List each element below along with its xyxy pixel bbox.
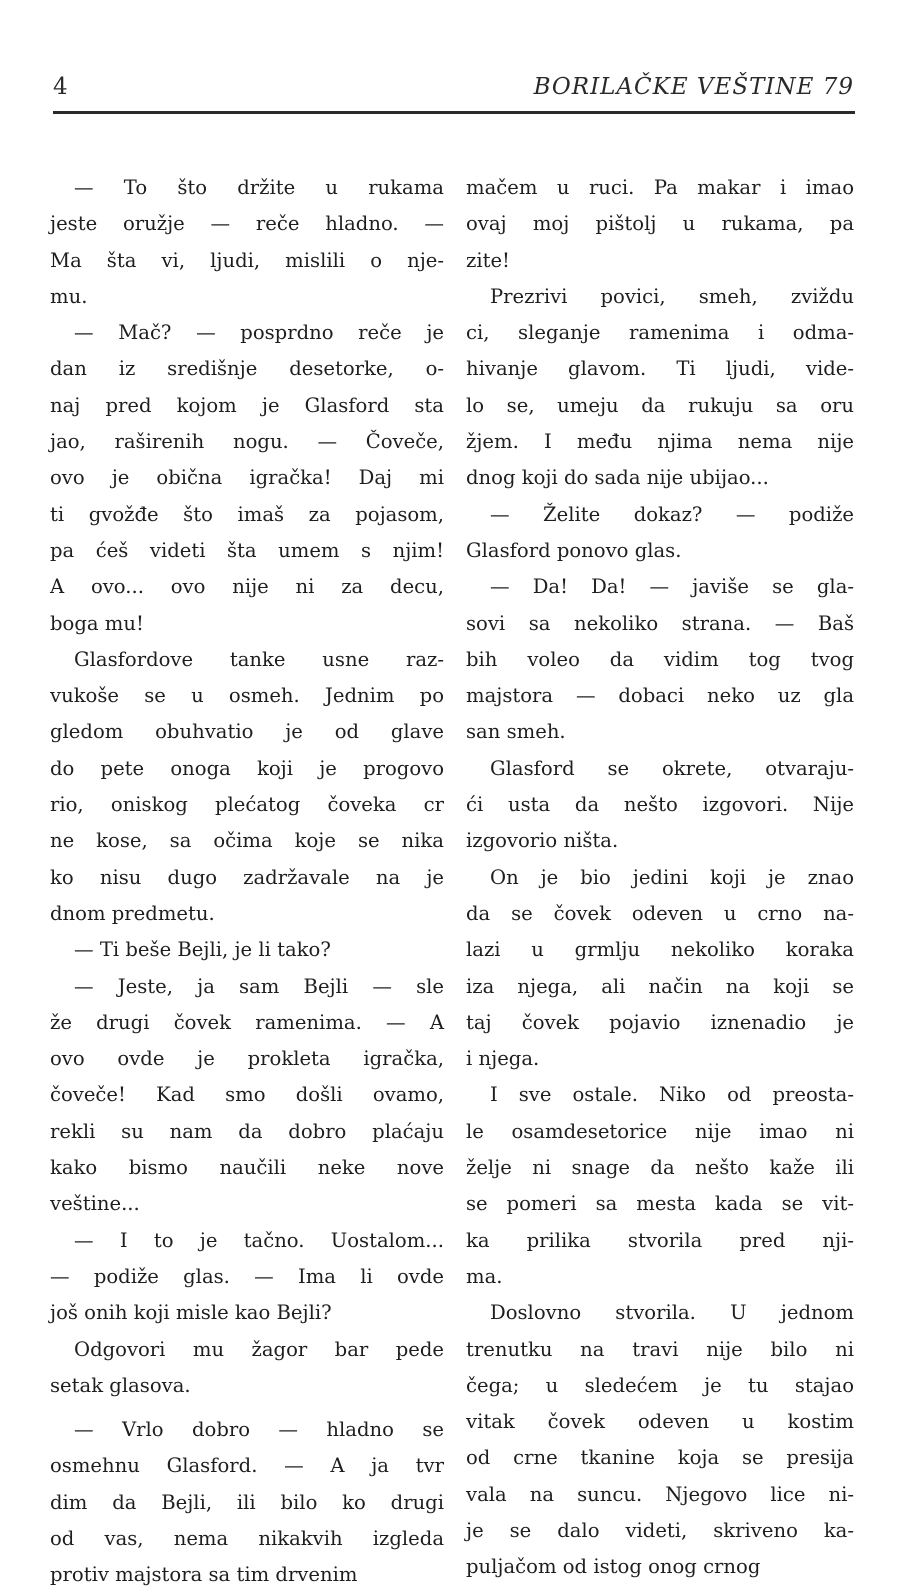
text-line: od vas, nema nikakvih izgleda (50, 1526, 444, 1550)
text-line: dnom predmetu. (50, 901, 215, 925)
text-line: protiv majstora sa tim drvenim (50, 1563, 358, 1587)
text-line: sovi sa nekoliko strana. — Baš (466, 611, 854, 635)
text-line: — podiže glas. — Ima li ovde (50, 1264, 444, 1288)
text-line: je se dalo videti, skriveno ka- (466, 1518, 854, 1542)
text-line: Glasfordove tanke usne raz- (74, 647, 444, 671)
text-line: — Vrlo dobro — hladno se (74, 1418, 444, 1442)
text-line: i njega. (466, 1047, 540, 1071)
text-line: — I to je tačno. Uostalom... (74, 1228, 444, 1252)
text-line: rekli su nam da dobro plaćaju (50, 1119, 444, 1143)
text-line: že drugi čovek ramenima. — A (50, 1010, 444, 1034)
text-line: ovo je obična igračka! Daj mi (50, 466, 444, 490)
text-line: dim da Bejli, ili bilo ko drugi (50, 1490, 444, 1514)
text-line: ko nisu dugo zadržavale na je (50, 865, 444, 889)
text-line: trenutku na travi nije bilo ni (466, 1337, 854, 1361)
text-line: izgovorio ništa. (466, 829, 619, 853)
text-line: hivanje glavom. Ti ljudi, vide- (466, 357, 854, 381)
text-line: još onih koji misle kao Bejli? (50, 1301, 332, 1325)
text-line: ka prilika stvorila pred nji- (466, 1228, 854, 1252)
text-line: pa ćeš videti šta umem s njim! (50, 538, 444, 562)
text-line: — Želite dokaz? — podiže (490, 502, 854, 526)
text-line: iza njega, ali način na koji se (466, 974, 854, 998)
text-line: gledom obuhvatio je od glave (50, 720, 444, 744)
text-line: lo se, umeju da rukuju sa oru (466, 393, 854, 417)
text-line: majstora — dobaci neko uz gla (466, 684, 854, 708)
text-line: — Jeste, ja sam Bejli — sle (74, 974, 444, 998)
text-line: Doslovno stvorila. U jednom (490, 1301, 854, 1325)
text-line: ći usta da nešto izgovori. Nije (466, 793, 854, 817)
page-number: 4 (53, 74, 68, 100)
running-title: BORILAČKE VEŠTINE 79 (533, 74, 854, 100)
text-line: san smeh. (466, 720, 566, 744)
text-line: Odgovori mu žagor bar pede (74, 1337, 444, 1361)
text-line: dan iz središnje desetorke, o- (50, 357, 444, 381)
text-line: od crne tkanine koja se presija (466, 1446, 854, 1470)
text-line: puljačom od istog onog crnog (466, 1555, 761, 1579)
text-line: ti gvožđe što imaš za pojasom, (50, 502, 444, 526)
text-line: mu. (50, 284, 88, 308)
text-line: taj čovek pojavio iznenadio je (466, 1010, 854, 1034)
text-line: osmehnu Glasford. — A ja tvr (50, 1454, 444, 1478)
paragraph-gap (50, 1404, 444, 1412)
text-line: On je bio jedini koji je znao (490, 865, 854, 889)
text-line: — Mač? — posprdno reče je (74, 321, 444, 345)
text-line: I sve ostale. Niko od preosta- (490, 1083, 854, 1107)
text-line: do pete onoga koji je progovo (50, 756, 444, 780)
text-line: — To što držite u rukama (74, 176, 444, 199)
text-line: ma. (466, 1264, 503, 1288)
text-line: naj pred kojom je Glasford sta (50, 393, 444, 417)
text-line: vukoše se u osmeh. Jednim po (50, 684, 444, 708)
text-line: Prezrivi povici, smeh, zviždu (490, 284, 854, 308)
text-line: — Da! Da! — javiše se gla- (490, 575, 854, 599)
text-line: Ma šta vi, ljudi, mislili o nje- (50, 248, 444, 272)
text-line: le osamdesetorice nije imao ni (466, 1119, 854, 1143)
right-column (466, 170, 854, 1586)
text-line: — Ti beše Bejli, je li tako? (74, 938, 331, 962)
text-line: Glasford ponovo glas. (466, 538, 682, 562)
text-line: ci, sleganje ramenima i odma- (466, 321, 854, 345)
text-line: lazi u grmlju nekoliko koraka (466, 938, 854, 962)
text-line: setak glasova. (50, 1373, 191, 1397)
text-line: mačem u ruci. Pa makar i imao (466, 176, 854, 199)
text-line: čoveče! Kad smo došli ovamo, (50, 1083, 444, 1107)
text-line: ovo ovde je prokleta igračka, (50, 1047, 444, 1071)
text-line: A ovo... ovo nije ni za decu, (50, 575, 444, 599)
text-line: kako bismo naučili neke nove (50, 1156, 444, 1180)
text-line: rio, oniskog plećatog čoveka cr (50, 793, 444, 817)
text-line: žjem. I među njima nema nije (466, 430, 854, 454)
text-line: želje ni snage da nešto kaže ili (466, 1156, 854, 1180)
text-line: jao, raširenih nogu. — Čoveče, (50, 430, 444, 454)
text-line: bih voleo da vidim tog tvog (466, 647, 854, 671)
text-line: se pomeri sa mesta kada se vit- (466, 1192, 854, 1216)
header-rule (53, 111, 855, 114)
text-line: čega; u sledećem je tu stajao (466, 1373, 854, 1397)
text-line: boga mu! (50, 611, 144, 635)
text-line: ovaj moj pištolj u rukama, pa (466, 212, 854, 236)
text-line: Glasford se okrete, otvaraju- (490, 756, 854, 780)
text-line: zite! (466, 248, 510, 272)
text-line: vitak čovek odeven u kostim (466, 1410, 854, 1434)
text-line: vala na suncu. Njegovo lice ni- (466, 1482, 854, 1506)
text-line: da se čovek odeven u crno na- (466, 901, 854, 925)
left-column (50, 170, 444, 1594)
text-line: veštine... (50, 1192, 140, 1216)
text-line: dnog koji do sada nije ubijao... (466, 466, 769, 490)
text-line: jeste oružje — reče hladno. — (50, 212, 444, 236)
text-line: ne kose, sa očima koje se nika (50, 829, 444, 853)
